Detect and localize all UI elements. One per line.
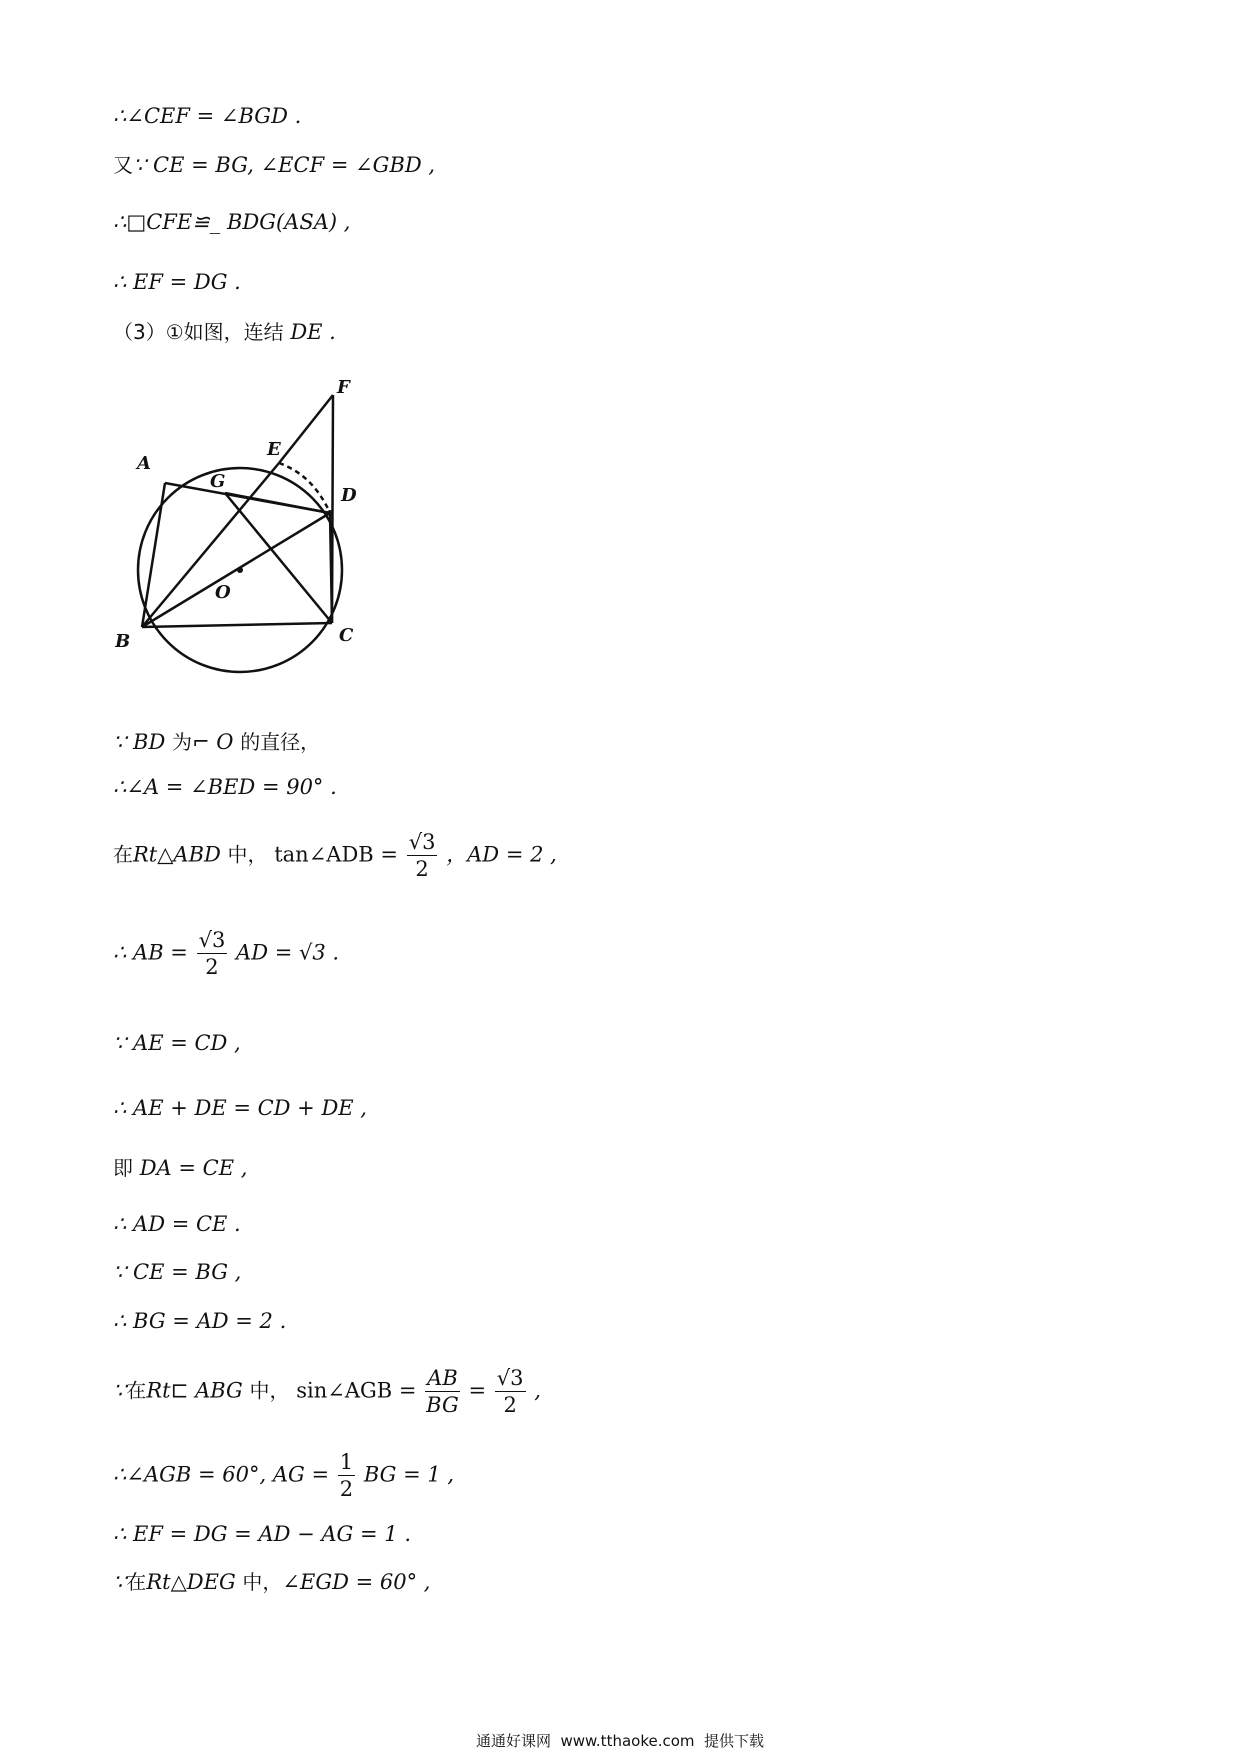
- point-d: [327, 510, 333, 516]
- geometry-figure: [115, 365, 385, 695]
- label-c: C: [339, 625, 354, 646]
- center-point-o: [237, 567, 243, 573]
- segment-gc: [225, 493, 332, 623]
- line-7: ∴∠A = ∠BED = 90° .: [113, 775, 337, 799]
- fraction-ab-over-bg: $\frac{AB}{BG}$: [426, 1366, 459, 1417]
- line-15: ∴ BG = AD = 2 .: [113, 1309, 287, 1333]
- line-9: ∴ AB = $\frac{√3}{2}$ AD = √3 .: [113, 928, 340, 979]
- segment-ef: [279, 395, 333, 463]
- fraction-root3-over-2: $\frac{√3}{2}$: [496, 1366, 524, 1417]
- label-b: B: [115, 631, 131, 652]
- label-d: D: [341, 485, 357, 506]
- line-18: ∴ EF = DG = AD − AG = 1 .: [113, 1522, 411, 1546]
- line-10: ∵ AE = CD ,: [113, 1031, 241, 1055]
- line-4: ∴ EF = DG .: [113, 270, 241, 294]
- fraction-1-over-2: $\frac{1}{2}$: [339, 1450, 354, 1501]
- segment-bd: [142, 513, 330, 627]
- label-e: E: [267, 439, 281, 460]
- label-a: A: [137, 453, 151, 474]
- line-1: ∴∠CEF = ∠BGD .: [113, 104, 302, 128]
- line-5: （3）①如图，连结 DE .: [113, 320, 336, 344]
- fraction-root3-over-2: $\frac{√3}{2}$: [198, 928, 226, 979]
- line-13: ∴ AD = CE .: [113, 1212, 241, 1236]
- line-8: 在Rt△ABD 中， tan∠ADB = $\frac{√3}{2}$ ，AD = 2 ,: [113, 830, 557, 881]
- page-footer: 通通好课网 www.tthaoke.com 提供下载: [475, 1732, 765, 1750]
- line-11: ∴ AE + DE = CD + DE ,: [113, 1096, 367, 1120]
- line-17: ∴∠AGB = 60°, AG = $\frac{1}{2}$ BG = 1 ,: [113, 1450, 455, 1501]
- label-o: O: [215, 582, 231, 603]
- line-2: 又∵ CE = BG, ∠ECF = ∠GBD ,: [113, 153, 436, 177]
- label-g: G: [210, 471, 226, 492]
- segment-bc: [142, 623, 332, 627]
- line-3: ∴□CFE≌_ BDG(ASA) ,: [113, 210, 351, 234]
- line-16: ∵在Rt⊏ ABG 中， sin∠AGB = $\frac{AB}{BG}$ = $\frac{√3}{2}$ ,: [113, 1366, 541, 1417]
- line-6: ∵ BD 为⌐ O 的直径，: [113, 730, 321, 754]
- line-14: ∵ CE = BG ,: [113, 1260, 242, 1284]
- line-19: ∵在Rt△DEG 中，∠EGD = 60° ,: [113, 1570, 431, 1594]
- line-12: 即 DA = CE ,: [113, 1156, 248, 1180]
- fraction-root3-over-2: $\frac{√3}{2}$: [408, 830, 436, 881]
- label-f: F: [337, 377, 350, 398]
